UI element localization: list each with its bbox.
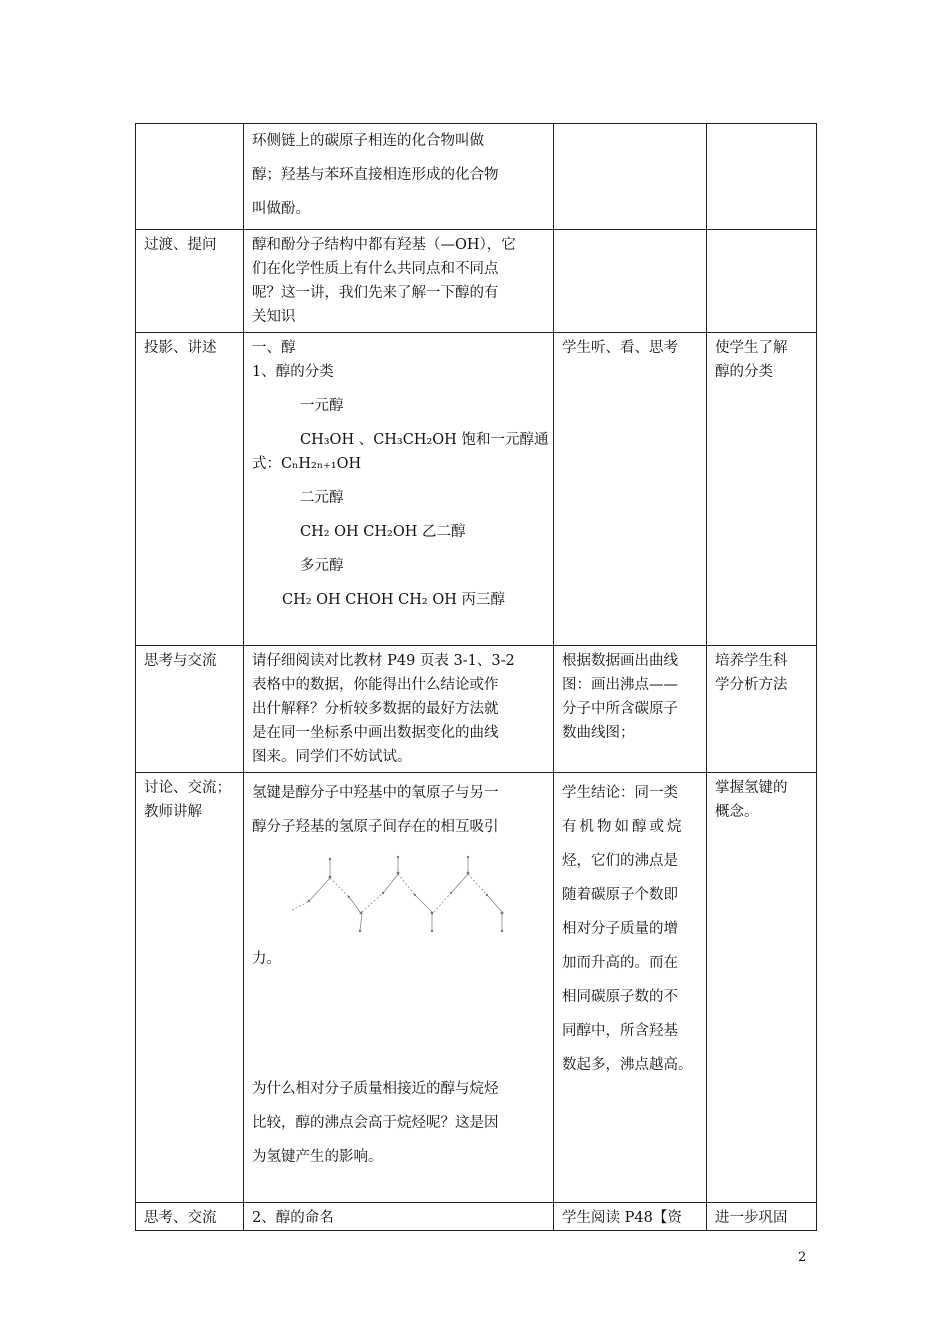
content-line: 醇和酚分子结构中都有羟基（—OH），它 — [252, 237, 516, 253]
subsection-heading: 1、醇的分类 — [252, 364, 334, 380]
table-row — [136, 773, 817, 1203]
content-line: 图来。同学们不妨试试。 — [252, 749, 412, 765]
content-cell — [244, 773, 554, 1203]
page-number: 2 — [798, 1250, 807, 1265]
purpose-cell — [707, 124, 817, 230]
alcohol-type-dihydric: 二元醇 — [300, 490, 344, 506]
step-cell: 思考、交流 — [136, 1203, 244, 1231]
student-line: 分子中所含碳原子 — [562, 701, 678, 717]
purpose-cell — [707, 333, 817, 646]
purpose-line: 学分析方法 — [715, 677, 788, 693]
section-heading: 一、醇 — [252, 340, 296, 356]
step-cell — [136, 773, 244, 1203]
student-cell: 学生听、看、思考 — [554, 333, 707, 646]
alcohol-type-polyhydric: 多元醇 — [300, 558, 344, 574]
lesson-plan-table — [135, 123, 817, 1231]
table-row — [136, 230, 817, 333]
polyhydric-example: CH₂ OH CHOH CH₂ OH 丙三醇 — [282, 592, 505, 608]
student-line: 相同碳原子数的不 — [562, 989, 678, 1005]
content-line: 氢键是醇分子中羟基中的氧原子与另一 — [252, 785, 499, 801]
table-row — [136, 333, 817, 646]
student-line: 图：画出沸点—— — [562, 677, 678, 693]
content-line: 关知识 — [252, 309, 296, 325]
purpose-line: 掌握氢键的 — [715, 780, 788, 796]
purpose-cell: 进一步巩固 — [707, 1203, 817, 1231]
content-line: 们在化学性质上有什么共同点和不同点 — [252, 261, 499, 277]
student-line: 有机物如醇或烷 — [562, 819, 685, 835]
step-cell — [136, 124, 244, 230]
student-line: 烃，它们的沸点是 — [562, 853, 678, 869]
content-line: 环侧链上的碳原子相连的化合物叫做 — [252, 133, 484, 149]
step-cell: 过渡、提问 — [136, 230, 244, 333]
student-cell — [554, 646, 707, 773]
step-cell: 思考与交流 — [136, 646, 244, 773]
purpose-line: 使学生了解 — [715, 340, 788, 356]
purpose-line: 培养学生科 — [715, 653, 788, 669]
content-line: 请仔细阅读对比教材 P49 页表 3-1、3-2 — [252, 653, 515, 669]
content-line: 出什解释？分析较多数据的最好方法就 — [252, 701, 499, 717]
general-formula: 式：CₙH₂ₙ₊₁OH — [252, 456, 362, 472]
content-line: 叫做酚。 — [252, 201, 310, 217]
monohydric-examples: CH₃OH 、CH₃CH₂OH 饱和一元醇通 — [300, 432, 549, 448]
student-line: 根据数据画出曲线 — [562, 653, 678, 669]
content-line: 是在同一坐标系中画出数据变化的曲线 — [252, 725, 499, 741]
dihydric-example: CH₂ OH CH₂OH 乙二醇 — [300, 524, 466, 540]
student-line: 数起多，沸点越高。 — [562, 1057, 693, 1073]
step-line: 讨论、交流； — [144, 780, 231, 796]
student-line: 随着碳原子个数即 — [562, 887, 678, 903]
step-cell: 投影、讲述 — [136, 333, 244, 646]
purpose-cell — [707, 230, 817, 333]
content-line: 为什么相对分子质量相接近的醇与烷烃 — [252, 1081, 499, 1097]
content-line: 表格中的数据，你能得出什么结论或作 — [252, 677, 499, 693]
content-cell — [244, 646, 554, 773]
content-line: 比较，醇的沸点会高于烷烃呢？这是因 — [252, 1115, 499, 1131]
content-line: 呢？这一讲，我们先来了解一下醇的有 — [252, 285, 499, 301]
student-line: 学生结论：同一类 — [562, 785, 678, 801]
content-cell — [244, 333, 554, 646]
content-cell — [244, 124, 554, 230]
student-line: 相对分子质量的增 — [562, 921, 678, 937]
hydrogen-bond-diagram — [292, 850, 522, 938]
student-cell: 学生阅读 P48【资 — [554, 1203, 707, 1231]
purpose-cell — [707, 773, 817, 1203]
student-cell — [554, 124, 707, 230]
student-line: 同醇中，所含羟基 — [562, 1023, 678, 1039]
table-row — [136, 1203, 817, 1231]
content-line: 醇分子羟基的氢原子间存在的相互吸引 — [252, 819, 499, 835]
content-cell — [244, 230, 554, 333]
content-line: 醇；羟基与苯环直接相连形成的化合物 — [252, 167, 499, 183]
alcohol-type-monohydric: 一元醇 — [300, 398, 344, 414]
student-cell — [554, 773, 707, 1203]
purpose-cell — [707, 646, 817, 773]
content-line: 为氢键产生的影响。 — [252, 1149, 383, 1165]
table-row — [136, 646, 817, 773]
purpose-line: 概念。 — [715, 804, 759, 820]
content-line: 力。 — [252, 951, 281, 967]
table-row — [136, 124, 817, 230]
student-line: 加而升高的。而在 — [562, 955, 678, 971]
content-cell: 2、醇的命名 — [244, 1203, 554, 1231]
purpose-line: 醇的分类 — [715, 364, 773, 380]
student-line: 数曲线图； — [562, 725, 635, 741]
student-cell — [554, 230, 707, 333]
step-line: 教师讲解 — [144, 804, 202, 820]
